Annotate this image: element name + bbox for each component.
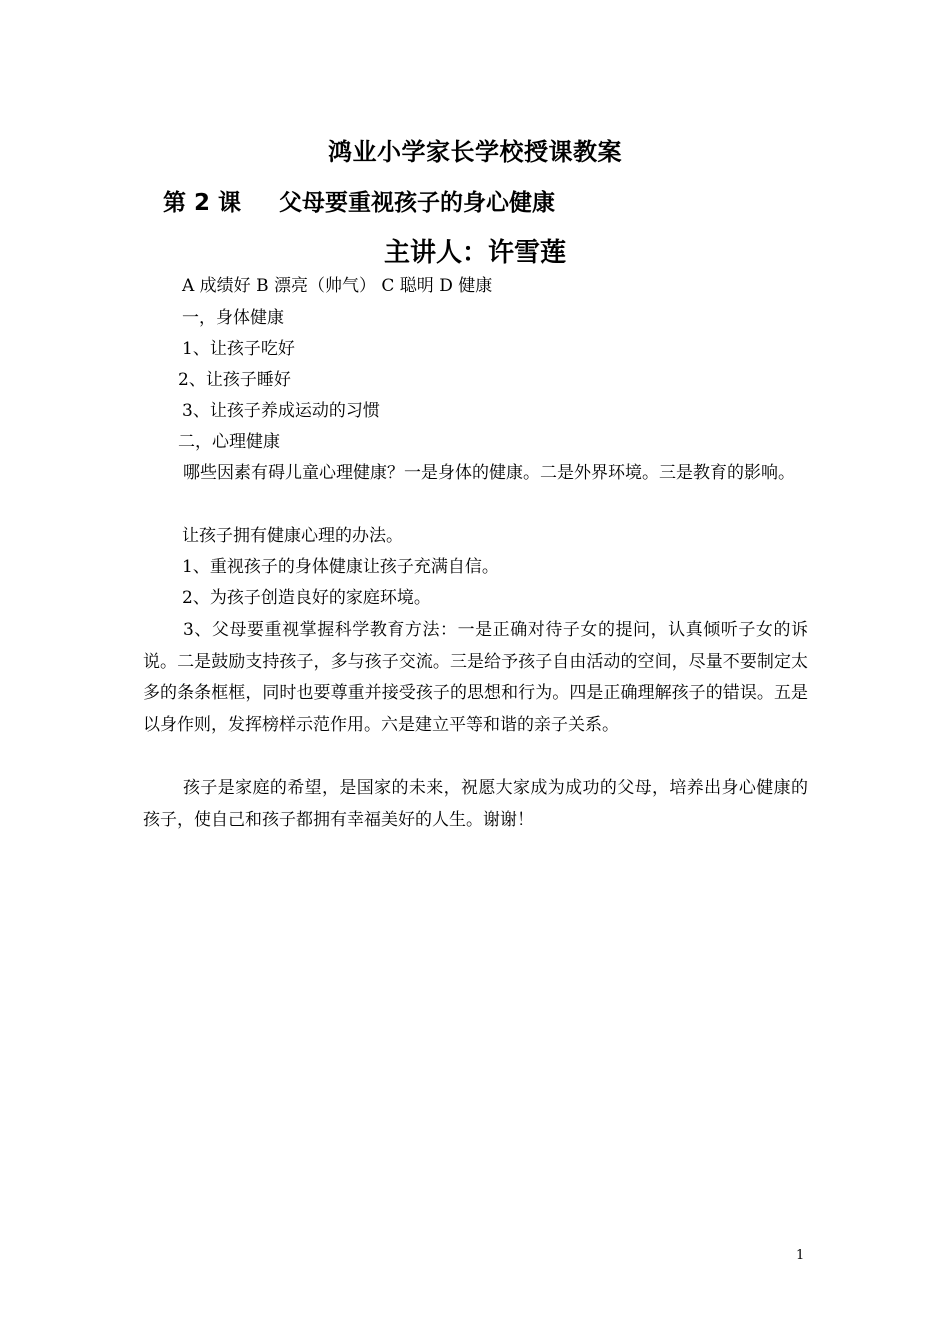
paragraph-closing: 孩子是家庭的希望，是国家的未来，祝愿大家成为成功的父母，培养出身心健康的孩子，使自己和孩子都拥有幸福美好的人生。谢谢！ bbox=[143, 778, 808, 830]
document-title: 鸿业小学家长学校授课教案 bbox=[328, 138, 622, 166]
method-item: 1、重视孩子的身体健康让孩子充满自信。 bbox=[182, 557, 499, 577]
lesson-title: 父母要重视孩子的身心健康 bbox=[279, 190, 555, 216]
paragraph-method3: 3、父母要重视掌握科学教育方法：一是正确对待子女的提问，认真倾听子女的诉说。二是鼓励支持孩子，多与孩子交流。三是给予孩子自由活动的空间，尽量不要制定太多的条条框框，同时也要尊重并接受孩子的思想和行为。四是正确理解孩子的错误。五是以身作则，发挥榜样示范作用。六是建立平等和谐的亲子关系。 bbox=[143, 620, 808, 735]
section1-item: 2、让孩子睡好 bbox=[178, 370, 291, 390]
section2-heading: 二，心理健康 bbox=[178, 432, 280, 452]
paragraph-factors: 哪些因素有碍儿童心理健康？一是身体的健康。二是外界环境。三是教育的影响。 bbox=[183, 463, 795, 483]
options-line: A 成绩好 B 漂亮（帅气） C 聪明 D 健康 bbox=[182, 276, 493, 296]
page-number: 1 bbox=[796, 1248, 805, 1263]
section1-item: 3、让孩子养成运动的习惯 bbox=[182, 401, 380, 421]
speaker-line: 主讲人：许雪莲 bbox=[383, 238, 566, 268]
lesson-number: 第 2 课 bbox=[163, 190, 242, 216]
methods-heading: 让孩子拥有健康心理的办法。 bbox=[182, 526, 403, 546]
section1-item: 1、让孩子吃好 bbox=[182, 339, 295, 359]
section1-heading: 一，身体健康 bbox=[182, 308, 284, 328]
method-item: 2、为孩子创造良好的家庭环境。 bbox=[182, 588, 431, 608]
lesson-heading bbox=[163, 184, 555, 217]
